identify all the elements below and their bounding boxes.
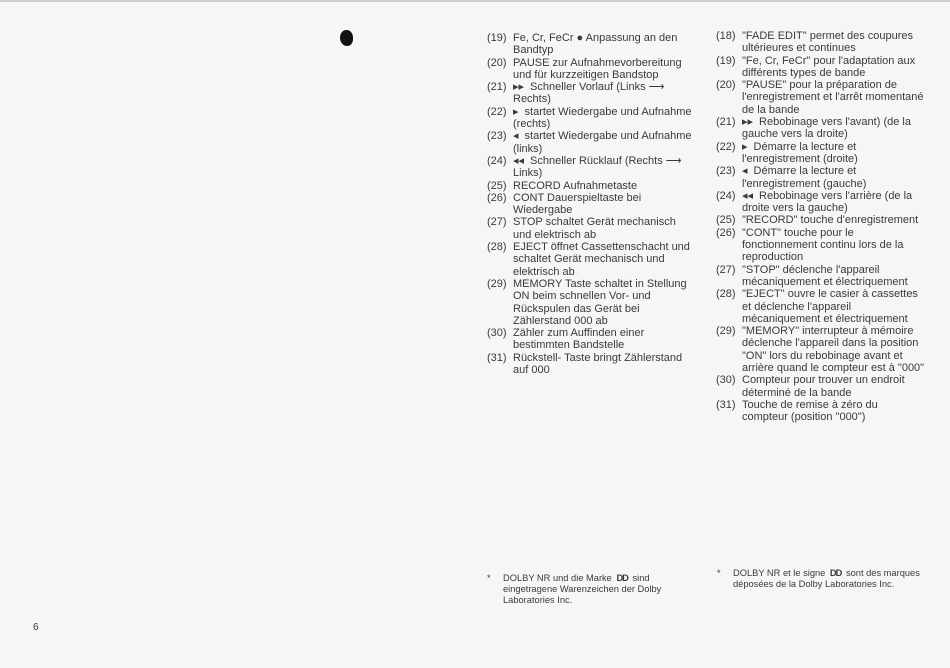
item-number: (29) xyxy=(487,277,507,290)
item-text xyxy=(513,216,697,241)
item-number: (22) xyxy=(487,105,507,118)
item-number: (26) xyxy=(716,226,736,239)
item-text xyxy=(742,30,926,55)
item-number: (26) xyxy=(487,191,507,204)
legend-item xyxy=(716,325,926,374)
item-number: (25) xyxy=(716,214,736,227)
legend-item xyxy=(487,241,697,278)
transport-arrow-icon: ▸▸ xyxy=(742,116,754,129)
item-description: Rebobinage vers l'avant) (de la gauche vers la droite) xyxy=(742,116,911,141)
item-description: Rebobinage vers l'arrière (de la droite vers la gauche) xyxy=(742,189,913,215)
item-number: (22) xyxy=(716,140,736,153)
item-text xyxy=(742,325,926,374)
legend-item xyxy=(487,278,697,327)
item-number: (27) xyxy=(487,216,507,229)
item-number: (28) xyxy=(487,241,507,254)
item-description: MEMORY Taste schaltet in Stellung ON beim schnellen Vor- und Rückspulen das Gerät bei Zählerstand 000 ab xyxy=(513,277,687,327)
item-text xyxy=(513,278,697,327)
legend-item xyxy=(716,264,926,289)
item-text xyxy=(742,227,926,264)
item-text xyxy=(742,55,926,80)
item-description: "Fe, Cr, FeCr" pour l'adaptation aux différents types de bande xyxy=(742,54,916,79)
legend-item xyxy=(487,155,697,180)
item-text xyxy=(513,327,697,352)
item-description: Démarre la lecture et l'enregistrement (gauche) xyxy=(742,165,867,190)
footnote-text-pre: DOLBY NR et le signe xyxy=(733,568,826,578)
footnote-star: * xyxy=(487,573,491,583)
item-number: (24) xyxy=(487,154,507,167)
item-text xyxy=(742,288,926,325)
item-number: (28) xyxy=(716,288,736,301)
legend-item xyxy=(487,192,697,217)
item-text xyxy=(742,141,926,166)
item-number: (30) xyxy=(487,327,507,340)
item-text xyxy=(513,192,697,217)
footnote-text-post: sont des marques déposées de la Dolby Laboratories Inc. xyxy=(733,568,920,590)
item-text xyxy=(742,79,926,116)
item-text xyxy=(742,399,926,424)
legend-item xyxy=(487,32,697,57)
item-description: EJECT öffnet Cassettenschacht und schaltet Gerät mechanisch und elektrisch ab xyxy=(513,241,690,278)
item-text xyxy=(742,165,926,190)
item-text xyxy=(742,116,926,141)
legend-item xyxy=(716,288,926,325)
german-legend-list xyxy=(487,32,697,376)
item-description: Touche de remise à zéro du compteur (position "000") xyxy=(742,398,878,424)
legend-item xyxy=(716,214,926,226)
item-description: "PAUSE" pour la préparation de l'enregistrement et l'arrêt momentané de la bande xyxy=(742,79,924,116)
item-description: "STOP" déclenche l'appareil mécaniquement et électriquement xyxy=(742,263,908,288)
item-text xyxy=(742,264,926,289)
transport-arrow-icon: ◂ xyxy=(513,130,519,143)
legend-item xyxy=(716,190,926,215)
item-text xyxy=(513,180,697,192)
item-description: PAUSE zur Aufnahmevorbereitung und für kurzzeitigen Bandstop xyxy=(513,56,682,81)
item-number: (21) xyxy=(487,81,507,94)
item-description: "MEMORY" interrupteur à mémoire déclenche l'appareil dans la position "ON" lors du rebobinage avant et arrière quand le compteur est à "000" xyxy=(742,325,925,375)
legend-item xyxy=(716,55,926,80)
legend-item xyxy=(487,81,697,106)
legend-item xyxy=(487,327,697,352)
item-description: RECORD Aufnahmetaste xyxy=(513,179,638,192)
item-text xyxy=(513,130,697,155)
legend-item xyxy=(716,79,926,116)
item-description: Démarre la lecture et l'enregistrement (droite) xyxy=(742,140,858,165)
footnote-french xyxy=(717,568,929,590)
item-number: (18) xyxy=(716,30,736,42)
item-text xyxy=(513,241,697,278)
item-description: startet Wiedergabe und Aufnahme (links) xyxy=(513,130,692,155)
item-text xyxy=(513,57,697,82)
item-description: "CONT" touche pour le fonctionnement continu lors de la reproduction xyxy=(742,226,904,264)
dolby-mark-icon: DD xyxy=(829,568,842,578)
legend-item xyxy=(487,216,697,241)
footnote-german xyxy=(487,573,699,607)
legend-item xyxy=(487,106,697,131)
legend-item xyxy=(487,130,697,155)
item-text xyxy=(513,352,697,377)
item-number: (20) xyxy=(716,79,736,92)
top-rule xyxy=(0,0,950,2)
french-legend-list xyxy=(716,30,926,424)
item-description: Rückstell- Taste bringt Zählerstand auf 000 xyxy=(513,351,683,377)
item-text xyxy=(742,374,926,399)
item-text xyxy=(742,190,926,215)
item-number: (19) xyxy=(487,32,507,44)
item-description: startet Wiedergabe und Aufnahme (rechts) xyxy=(513,105,692,131)
item-number: (31) xyxy=(487,351,507,364)
item-number: (23) xyxy=(487,130,507,143)
transport-arrow-icon: ▸▸ xyxy=(513,81,525,94)
dolby-mark-icon: DD xyxy=(616,573,628,583)
item-text xyxy=(513,155,697,180)
legend-item xyxy=(487,352,697,377)
legend-item xyxy=(487,57,697,82)
legend-item xyxy=(487,180,697,192)
transport-arrow-icon: ◂◂ xyxy=(513,154,525,167)
item-number: (29) xyxy=(716,325,736,338)
legend-item xyxy=(716,30,926,55)
item-description: "EJECT" ouvre le casier à cassettes et déclenche l'appareil mécaniquement et électriquement xyxy=(742,288,918,325)
legend-item xyxy=(716,116,926,141)
transport-arrow-icon: ◂◂ xyxy=(742,189,754,202)
footnote-text-pre: DOLBY NR und die Marke xyxy=(503,573,612,583)
item-description: Compteur pour trouver un endroit déterminé de la bande xyxy=(742,374,905,399)
item-description: Zähler zum Auffinden einer bestimmten Bandstelle xyxy=(513,327,645,352)
legend-item xyxy=(716,165,926,190)
legend-item xyxy=(716,374,926,399)
ink-blot xyxy=(340,30,353,46)
item-number: (19) xyxy=(716,54,736,67)
legend-item xyxy=(716,399,926,424)
transport-arrow-icon: ◂ xyxy=(742,165,748,178)
legend-item xyxy=(716,141,926,166)
legend-item xyxy=(716,227,926,264)
item-description: Schneller Vorlauf (Links ⟶ Rechts) xyxy=(513,81,665,106)
item-description: Schneller Rücklauf (Rechts ⟶ Links) xyxy=(513,154,682,180)
transport-arrow-icon: ▸ xyxy=(742,140,748,153)
item-text xyxy=(513,81,697,106)
item-number: (25) xyxy=(487,179,507,192)
footnote-star: * xyxy=(717,568,721,578)
item-number: (20) xyxy=(487,56,507,69)
transport-arrow-icon: ▸ xyxy=(513,105,519,118)
item-description: CONT Dauerspieltaste bei Wiedergabe xyxy=(513,191,642,217)
item-description: "FADE EDIT" permet des coupures ultérieures et continues xyxy=(742,30,914,55)
item-number: (31) xyxy=(716,398,736,411)
footnote-text-post: sind eingetragene Warenzeichen der Dolby Laboratories Inc. xyxy=(503,573,662,606)
item-description: "RECORD" touche d'enregistrement xyxy=(742,214,919,227)
item-text xyxy=(742,214,926,226)
item-text xyxy=(513,32,697,57)
item-number: (27) xyxy=(716,263,736,276)
item-text xyxy=(513,106,697,131)
item-number: (24) xyxy=(716,189,736,202)
item-number: (23) xyxy=(716,165,736,178)
page-number: 6 xyxy=(33,622,39,633)
item-number: (30) xyxy=(716,374,736,387)
item-description: Fe, Cr, FeCr ● Anpassung an den Bandtyp xyxy=(513,32,678,57)
item-number: (21) xyxy=(716,116,736,129)
item-description: STOP schaltet Gerät mechanisch und elektrisch ab xyxy=(513,216,676,241)
